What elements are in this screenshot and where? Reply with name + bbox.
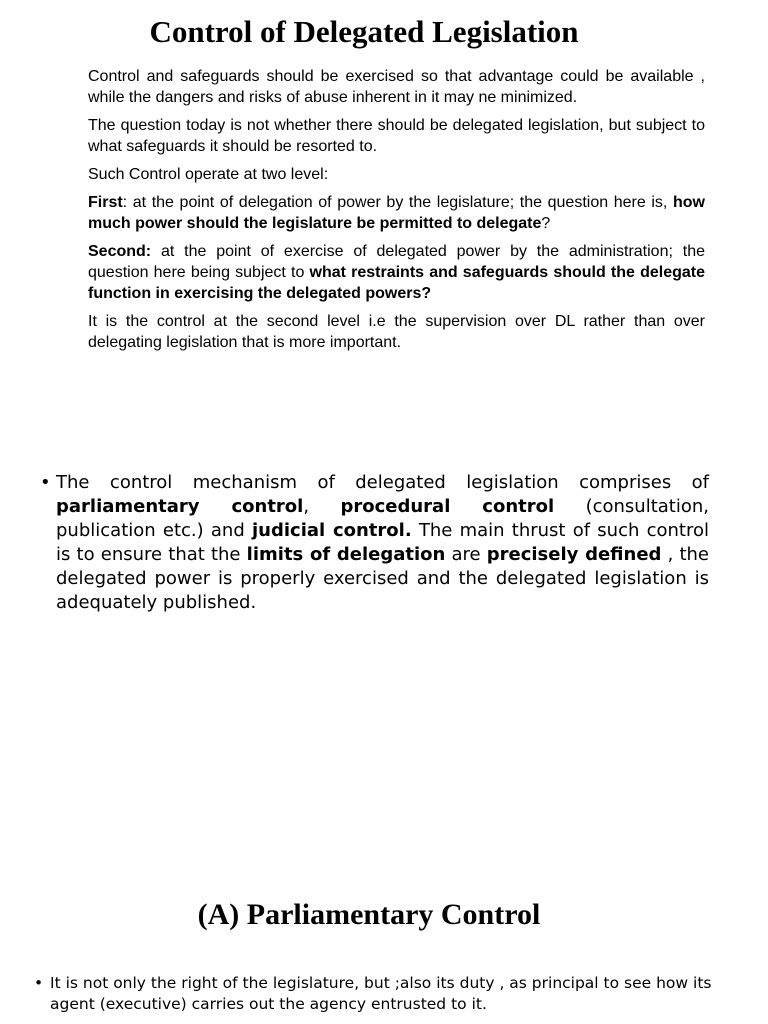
second-label: Second: (88, 243, 152, 260)
intro-paragraph-1: Control and safeguards should be exercised so that advantage could be available , while the dangers and risks of abuse inherent in it may ne minimized. (88, 68, 705, 106)
second-text: at the point of exercise of delegated power by the administration; the question here being subject to (88, 243, 705, 281)
bm-t1: The control mechanism of delegated legislation comprises of (56, 472, 709, 493)
control-mechanism-text (56, 471, 709, 615)
intro-paragraph-6: It is the control at the second level i.e the supervision over DL rather than over delegating legislation that is more important. (88, 313, 705, 351)
intro-paragraph-2: The question today is not whether there should be delegated legislation, but subject to what safeguards it should be resorted to. (88, 117, 705, 155)
control-mechanism-bullet (40, 471, 709, 615)
bm-b4: limits of delegation (246, 544, 446, 565)
bm-t5: are (445, 544, 487, 565)
first-label: First (88, 194, 123, 211)
bm-t3: (consultation, publication etc.) and (56, 496, 709, 541)
bm-b3: judicial control. (251, 520, 412, 541)
intro-section (88, 66, 705, 360)
bullet-marker: • (34, 974, 44, 992)
intro-paragraph-second-level (88, 241, 705, 304)
bm-b1: parliamentary control (56, 496, 304, 517)
bm-t6: , the delegated power is properly exercised and the delegated legislation is adequately published. (56, 544, 709, 613)
bm-b2: procedural control (340, 496, 555, 517)
page-title: Control of Delegated Legislation (149, 14, 579, 49)
first-punct: ? (541, 215, 551, 232)
second-question: what restraints and safeguards should the delegate function in exercising the delegated powers? (88, 264, 706, 302)
intro-paragraph-first-level (88, 192, 705, 234)
parliamentary-control-text: It is not only the right of the legislature, but ;also its duty , as principal to see how its agent (executive) carries out the agency entrusted to it. (50, 974, 712, 1013)
bm-t2: , (303, 496, 341, 517)
first-question: how much power should the legislature be permitted to delegate (88, 194, 705, 232)
bm-b5: precisely defined (486, 544, 662, 565)
bm-t4: The main thrust of such control is to ensure that the (56, 520, 709, 565)
first-text: : at the point of delegation of power by the legislature; the question here is, (122, 194, 673, 211)
section-title: (A) Parliamentary Control (197, 898, 541, 931)
bullet-marker: • (40, 472, 51, 493)
parliamentary-control-bullet (34, 973, 748, 1015)
intro-paragraph-3: Such Control operate at two level: (88, 166, 329, 183)
